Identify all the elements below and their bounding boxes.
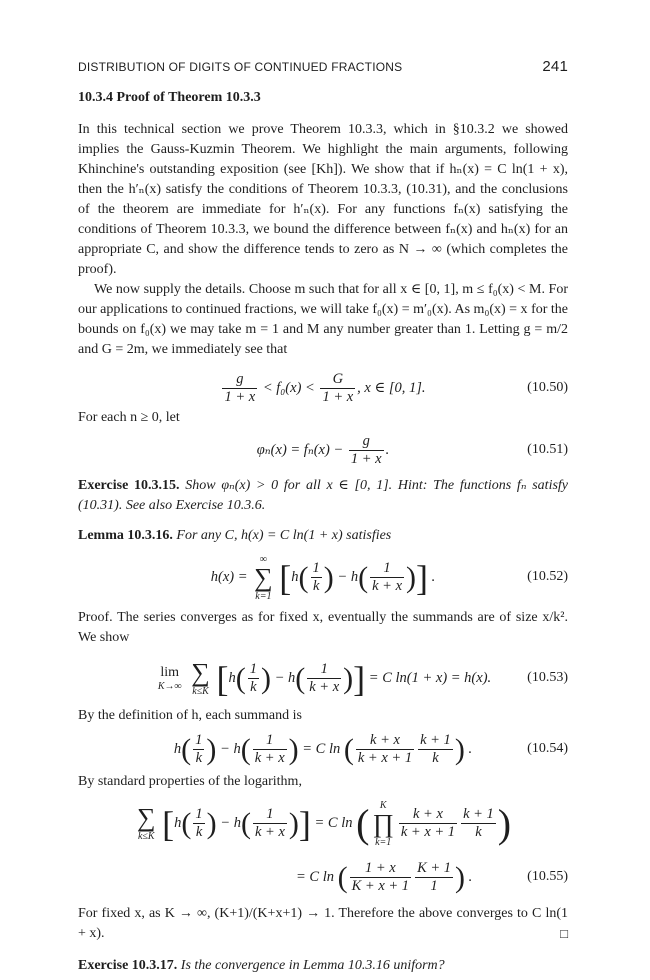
equation-10-53: lim K→∞ ∑ k≤K [h( $\frac{1}{k}$ ) − h( $\frac{1}{k + x}$ )] = C ln(1 + x) = h(x). (10.53): [78, 650, 568, 706]
lemma-10-3-16: [78, 526, 568, 546]
equation-10-51: φₙ(x) = fₙ(x) − $\frac{g}{1 + x}$ . (10.51): [78, 430, 568, 470]
by-properties-line: By standard properties of the logarithm,: [78, 774, 302, 789]
equation-number: (10.53): [527, 670, 568, 685]
for-fixed-paragraph: For fixed x, as K → ∞, (K+1)/(K+x+1) → 1. Therefore the above converges to C ln(1 + x). □: [78, 904, 568, 944]
equation-number: (10.54): [527, 741, 568, 756]
exercise-label: Exercise 10.3.15.: [78, 478, 180, 493]
summation: ∞ ∑ k=1: [254, 553, 273, 602]
exercise-text: Is the convergence in Lemma 10.3.16 uniform?: [180, 958, 445, 973]
running-title: DISTRIBUTION OF DIGITS OF CONTINUED FRACTIONS: [78, 60, 403, 74]
exercise-10-3-17: [78, 956, 568, 976]
details-paragraph: We now supply the details. Choose m such that for all x ∈ [0, 1], m ≤ f₀(x) < M. For our applications to continued fractions, we will take f₀(x) = m′₀(x). As m₀(x) = x for the bounds on f₀(x) we may take m = 1 and M any number greater than 1. Letting g = m/2 and G = 2m, we immediately see that: [78, 282, 568, 357]
for-each-line: For each n ≥ 0, let: [78, 410, 180, 425]
equation-number: (10.50): [527, 380, 568, 395]
lemma-text: For any C, h(x) = C ln(1 + x) satisfies: [176, 528, 392, 543]
exercise-label: Exercise 10.3.17.: [78, 958, 178, 973]
equation-number: (10.55): [527, 869, 568, 884]
equation-number: (10.51): [527, 442, 568, 457]
section-title: 10.3.4 Proof of Theorem 10.3.3: [78, 90, 261, 105]
lemma-label: Lemma 10.3.16.: [78, 528, 173, 543]
summation: ∑ k≤K: [137, 803, 156, 843]
qed-symbol: □: [560, 926, 568, 941]
limit: lim K→∞: [157, 665, 182, 693]
by-definition-line: By the definition of h, each summand is: [78, 708, 302, 723]
fraction: $\frac{g}{1 + x}$: [350, 433, 382, 468]
fraction: $\frac{g}{1 + x}$: [224, 371, 256, 406]
summation: ∑ k≤K: [191, 658, 210, 698]
equation-10-55-line-2: = C ln ( $\frac{1 + x}{K + x + 1}$ $\frac{K + 1}{1}$ ) . (10.55): [78, 854, 568, 900]
equation-10-55-line-1: ∑ k≤K [h( $\frac{1}{k}$ ) − h( $\frac{1}{k + x}$ )] = C ln ( K ∏ k=1 $\frac{k + x}{k + x + 1}$ $\frac{k + 1}{k}$ ): [137, 799, 512, 848]
proof-paragraph: Proof. The series converges as for fixed x, eventually the summands are of size x/k². We show: [78, 610, 568, 645]
running-header: [78, 58, 568, 78]
exercise-text: Show φₙ(x) > 0 for all x ∈ [0, 1]. Hint: The functions fₙ satisfy (10.31). See also Exercise 10.3.6.: [78, 478, 569, 513]
page-number: 241: [542, 58, 568, 75]
intro-paragraph: In this technical section we prove Theorem 10.3.3, which in §10.3.2 we showed implies the Gauss-Kuzmin Theorem. We highlight the main arguments, following Khinchine's outstanding exposition (see [Kh]). We show that if hₙ(x) = C ln(1 + x), then the h′ₙ(x) satisfy the conditions of Theorem 10.3.3, (10.31), and the conclusions of the theorem are immediate for h′ₙ(x). For any functions fₙ(x) satisfying the conditions of Theorem 10.3.3, we bound the difference between fₙ(x) and hₙ(x) for an appropriate C, and show the difference tends to zero as N → ∞ (which completes the proof).: [78, 122, 568, 277]
equation-number: (10.52): [527, 569, 568, 584]
page: [78, 58, 568, 976]
equation-10-54: h( $\frac{1}{k}$ ) − h( $\frac{1}{k + x}$ ) = C ln ( $\frac{k + x}{k + x + 1}$ $\frac{k + 1}{k}$ ) . (10.54): [78, 726, 568, 772]
exercise-10-3-15: [78, 476, 568, 516]
product: K ∏ k=1: [372, 799, 394, 848]
equation-10-50: $\frac{g}{1 + x}$ < f₀(x) < $\frac{G}{1 + x}$ , x ∈ [0, 1]. (10.50): [78, 368, 568, 408]
fraction: $\frac{G}{1 + x}$: [322, 371, 354, 406]
equation-10-52: h(x) = ∞ ∑ k=1 [h( $\frac{1}{k}$ ) − h( $\frac{1}{k + x}$ )] . (10.52): [78, 546, 568, 608]
